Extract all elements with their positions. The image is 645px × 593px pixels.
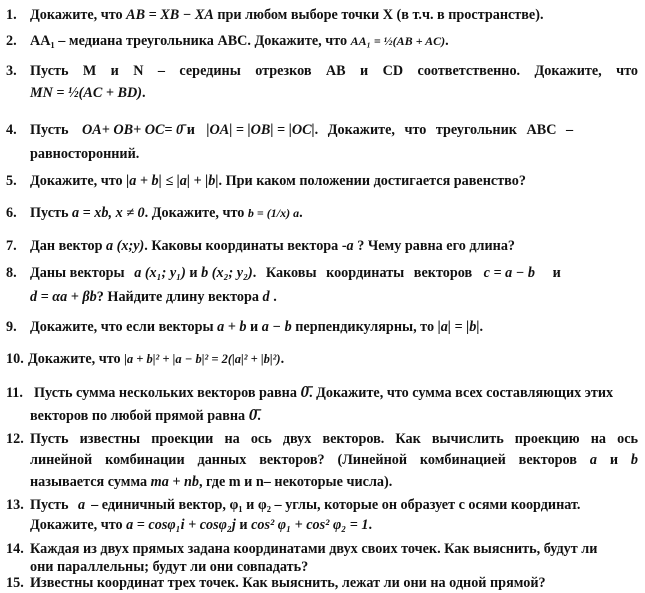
problem-14-cont: они параллельны; будут ли они совпадать? bbox=[30, 559, 309, 575]
problem-10: 10. Докажите, что |a + b|² + |a − b|² = 2(|a|² + |b|²). bbox=[6, 351, 285, 367]
formula: d bbox=[262, 289, 270, 305]
problem-12-line2: линейной комбинации данных векторов? (Линейной комбинацией векторов a и b bbox=[30, 452, 639, 468]
problem-8-cont: d = αa + βb? Найдите длину вектора d . bbox=[30, 289, 277, 305]
formula: d = αa + βb bbox=[30, 289, 97, 305]
formula: |a + b|² + |a − b|² = 2(|a|² + |b|²) bbox=[124, 352, 281, 366]
problem-11-cont: векторов по любой прямой равна 0̄. bbox=[30, 405, 261, 424]
formula: |OA| = |OB| = |OC| bbox=[206, 122, 315, 138]
formula: a (x₁; y₁) bbox=[134, 265, 186, 281]
formula: AB = XB − XA bbox=[126, 7, 214, 23]
formula: b bbox=[630, 452, 639, 468]
formula: MN = ½(AC + BD) bbox=[30, 85, 142, 101]
problem-9: 9. Докажите, что если векторы a + b и a − b перпендикулярны, то |a| = |b|. bbox=[6, 319, 484, 335]
formula: a − b bbox=[261, 319, 292, 335]
problem-3: 3. Пусть M и N – середины отрезков AB и CD соответственно. Докажите, что bbox=[6, 63, 638, 79]
problem-7: 7. Дан вектор a (x;y). Каковы координаты вектора -a ? Чему равна его длина? bbox=[6, 238, 516, 254]
formula: AA₁ = ½(AB + AC) bbox=[350, 34, 446, 48]
formula: cos² φ₁ + cos² φ₂ = 1 bbox=[251, 517, 369, 533]
problem-6: 6. Пусть a = xb, x ≠ 0. Докажите, что b = (1/x) a. bbox=[6, 205, 303, 221]
formula: |a + b| ≤ |a| + |b| bbox=[126, 173, 219, 189]
problem-4-cont: равносторонний. bbox=[30, 146, 140, 162]
formula: a = cosφ₁i + cosφ₂j bbox=[126, 517, 236, 533]
formula: c = a − b bbox=[483, 265, 536, 281]
formula: OA+ OB+ OC= 0̄ bbox=[82, 122, 184, 138]
problem-2: 2. AA₁ – медиана треугольника ABC. Докажите, что AA₁ = ½(AB + AC). bbox=[6, 33, 449, 49]
problem-14: 14. Каждая из двух прямых задана координатами двух своих точек. Как выяснить, будут ли bbox=[6, 541, 598, 557]
problem-13-cont: Докажите, что a = cosφ₁i + cosφ₂j и cos² φ₁ + cos² φ₂ = 1. bbox=[30, 517, 373, 533]
formula: a bbox=[589, 452, 597, 468]
problem-13: 13. Пусть a – единичный вектор, φ₁ и φ₂ – углы, которые он образует с осями координат. bbox=[6, 497, 581, 513]
formula: a bbox=[78, 497, 86, 513]
formula: |a| = |b| bbox=[437, 319, 480, 335]
formula: ma + nb bbox=[150, 474, 199, 490]
formula: b (x₂; y₂) bbox=[201, 265, 253, 281]
formula: a = xb bbox=[72, 205, 109, 221]
problem-5: 5. Докажите, что |a + b| ≤ |a| + |b|. При каком положении достигается равенство? bbox=[6, 173, 526, 189]
problem-3-formula: MN = ½(AC + BD). bbox=[30, 85, 146, 101]
formula: 0̄ bbox=[300, 382, 309, 401]
problem-8: 8. Даны векторы a (x₁; y₁) и b (x₂; y₂). Каковы координаты векторов c = a − b и bbox=[6, 265, 561, 281]
formula: 0̄ bbox=[248, 405, 258, 424]
problem-4: 4. Пусть OA+ OB+ OC= 0̄ и |OA| = |OB| = |OC|. Докажите, что треугольник ABC – bbox=[6, 122, 574, 138]
formula: a (x;y) bbox=[106, 238, 145, 254]
problem-11: 11. Пусть сумма нескольких векторов равна 0̄. Докажите, что сумма всех составляющих этих bbox=[6, 382, 614, 401]
formula: a + b bbox=[217, 319, 247, 335]
problem-1: 1. Докажите, что AB = XB − XA при любом выборе точки X (в т.ч. в пространстве). bbox=[6, 7, 544, 23]
problem-12: 12. Пусть известны проекции на ось двух векторов. Как вычислить проекцию на ось bbox=[6, 431, 638, 447]
problem-15: 15. Известны координат трех точек. Как выяснить, лежат ли они на одной прямой? bbox=[6, 575, 546, 591]
problem-12-line3: называется сумма ma + nb, где m и n– некоторые числа). bbox=[30, 474, 393, 490]
formula: b = (1/x) a bbox=[247, 206, 300, 220]
